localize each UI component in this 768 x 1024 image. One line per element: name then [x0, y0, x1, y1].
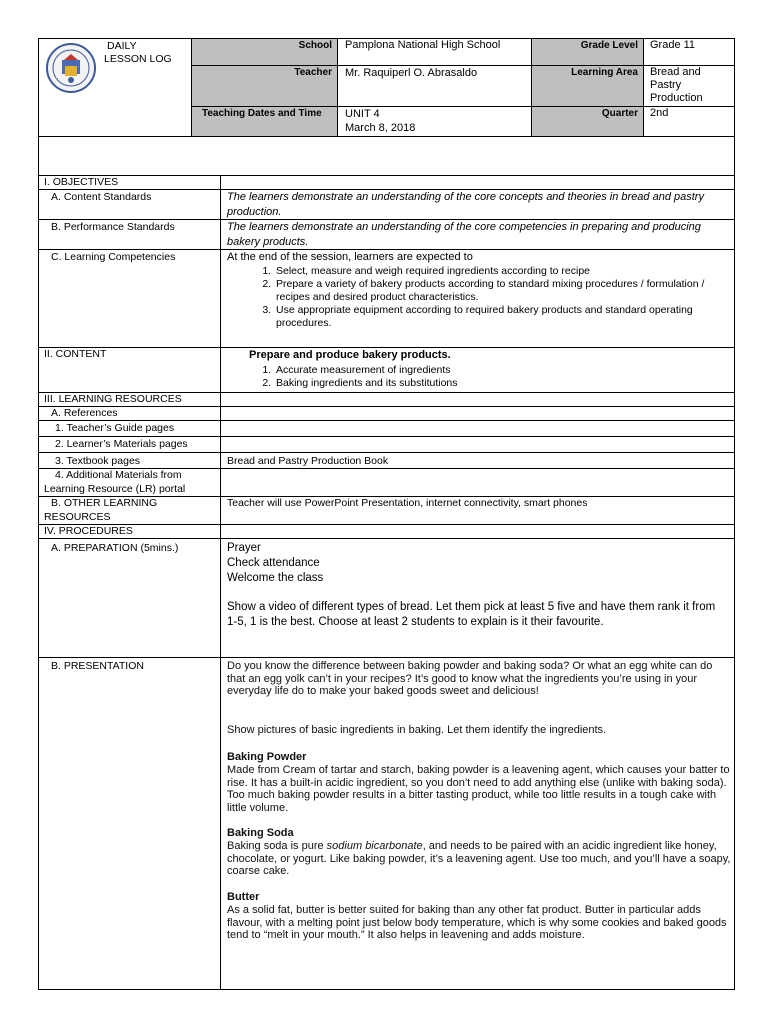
- additional-materials-1: 4. Additional Materials from: [55, 469, 182, 481]
- content-heading: II. CONTENT: [44, 348, 107, 360]
- content-standards-label: A. Content Standards: [51, 191, 152, 203]
- content-standards-text: The learners demonstrate an understanding of the core concepts and theories in bread and pastry production.: [227, 191, 704, 218]
- teacher-label: Teacher: [294, 67, 332, 78]
- competency-item: 1. Select, measure and weigh required ingredients according to recipe: [274, 265, 728, 278]
- references-label: A. References: [51, 407, 118, 419]
- preparation-line: Prayer: [227, 542, 261, 554]
- content-list: [250, 364, 728, 390]
- quarter-label: Quarter: [601, 108, 638, 119]
- area-value: Bread and Pastry Production: [650, 66, 703, 104]
- textbook-value: Bread and Pastry Production Book: [227, 455, 389, 467]
- competency-item: 3. Use appropriate equipment according to required bakery products and standard operating procedures.: [274, 304, 728, 330]
- quarter-value: 2nd: [650, 107, 669, 119]
- resources-heading: III. LEARNING RESOURCES: [44, 393, 182, 405]
- teachers-guide-label: 1. Teacher’s Guide pages: [55, 422, 175, 434]
- presentation-instruction: Show pictures of basic ingredients in baking. Let them identify the ingredients.: [227, 724, 607, 736]
- baking-soda-title: Baking Soda: [227, 827, 294, 839]
- grade-label: Grade Level: [580, 40, 638, 51]
- deped-seal: [45, 42, 97, 94]
- baking-powder-text: Made from Cream of tartar and starch, baking powder is a leavening agent, which causes your batter to rise. It has a built-in acidic ingredient, so you don’t need to add anything else (unlike with baking soda). Too much baking powder results in a bitter tasting product, while too little results in a tough cake with little volume.: [227, 764, 730, 814]
- presentation-label: B. PRESENTATION: [51, 660, 144, 672]
- spacer-row: [38, 136, 735, 176]
- objectives-heading: I. OBJECTIVES: [44, 176, 119, 188]
- preparation-line: Welcome the class: [227, 572, 324, 584]
- content-item: 2. Baking ingredients and its substitutions: [274, 377, 728, 390]
- preparation-activity: Show a video of different types of bread. Let them pick at least 5 five and have them rank it from 1-5, 1 is the best. Choose at least 2 students to explain is it their favourite.: [227, 601, 716, 628]
- butter-title: Butter: [227, 891, 260, 903]
- preparation-line: Check attendance: [227, 557, 320, 569]
- dates-value-2: March 8, 2018: [345, 122, 416, 134]
- content-title: Prepare and produce bakery products.: [249, 349, 451, 361]
- presentation-intro: Do you know the difference between baking powder and baking soda? Or what an egg white can do that an egg yolk can’t in your recipes? It’s good to know what the ingredients you’re using in your everyday life do to make your baked goods sweet and delicious!: [227, 660, 713, 697]
- other-resources-2: RESOURCES: [44, 511, 111, 523]
- area-label: Learning Area: [571, 67, 638, 78]
- teacher-value: Mr. Raquiperl O. Abrasaldo: [345, 67, 478, 79]
- dates-value-1: UNIT 4: [345, 108, 380, 120]
- other-resources-1: B. OTHER LEARNING: [51, 497, 158, 509]
- baking-soda-text: Baking soda is pure sodium bicarbonate, and needs to be paired with an acidic ingredient like honey, chocolate, or yogurt. Like baking powder, it’s a leavening agent. Use too much, and you’ll have a soapy, coarse cake.: [227, 840, 731, 877]
- performance-standards-text: The learners demonstrate an understanding of the core competencies in preparing and producing bakery products.: [227, 221, 701, 248]
- baking-powder-title: Baking Powder: [227, 751, 307, 763]
- doc-title-2: LESSON LOG: [104, 53, 172, 65]
- grade-value: Grade 11: [650, 39, 696, 51]
- textbook-label: 3. Textbook pages: [55, 455, 141, 467]
- column-divider: [220, 175, 221, 990]
- other-resources-value: Teacher will use PowerPoint Presentation, internet connectivity, smart phones: [227, 497, 588, 509]
- procedures-heading: IV. PROCEDURES: [44, 525, 133, 537]
- content-item: 1. Accurate measurement of ingredients: [274, 364, 728, 377]
- competencies-label: C. Learning Competencies: [51, 251, 176, 263]
- competency-item: 2. Prepare a variety of bakery products according to standard mixing procedures / formulation / recipes and desired product characteristics.: [274, 278, 728, 304]
- butter-text: As a solid fat, butter is better suited for baking than any other fat product. Butter in particular adds flavour, with a melting point just below body temperature, which is why some cookies and baked goods tend to “melt in your mouth.” It also helps in leavening and adds moisture.: [227, 904, 727, 941]
- preparation-label: A. PREPARATION (5mins.): [51, 542, 179, 554]
- doc-title-1: DAILY: [107, 40, 137, 52]
- competencies-intro: At the end of the session, learners are expected to: [227, 251, 473, 263]
- school-label: School: [298, 40, 332, 51]
- performance-standards-label: B. Performance Standards: [51, 221, 175, 233]
- additional-materials-2: Learning Resource (LR) portal: [44, 483, 186, 495]
- learners-materials-label: 2. Learner’s Materials pages: [55, 438, 188, 450]
- school-value: Pamplona National High School: [345, 39, 501, 51]
- competencies-list: [250, 265, 728, 330]
- dates-label: Teaching Dates and Time: [202, 108, 322, 119]
